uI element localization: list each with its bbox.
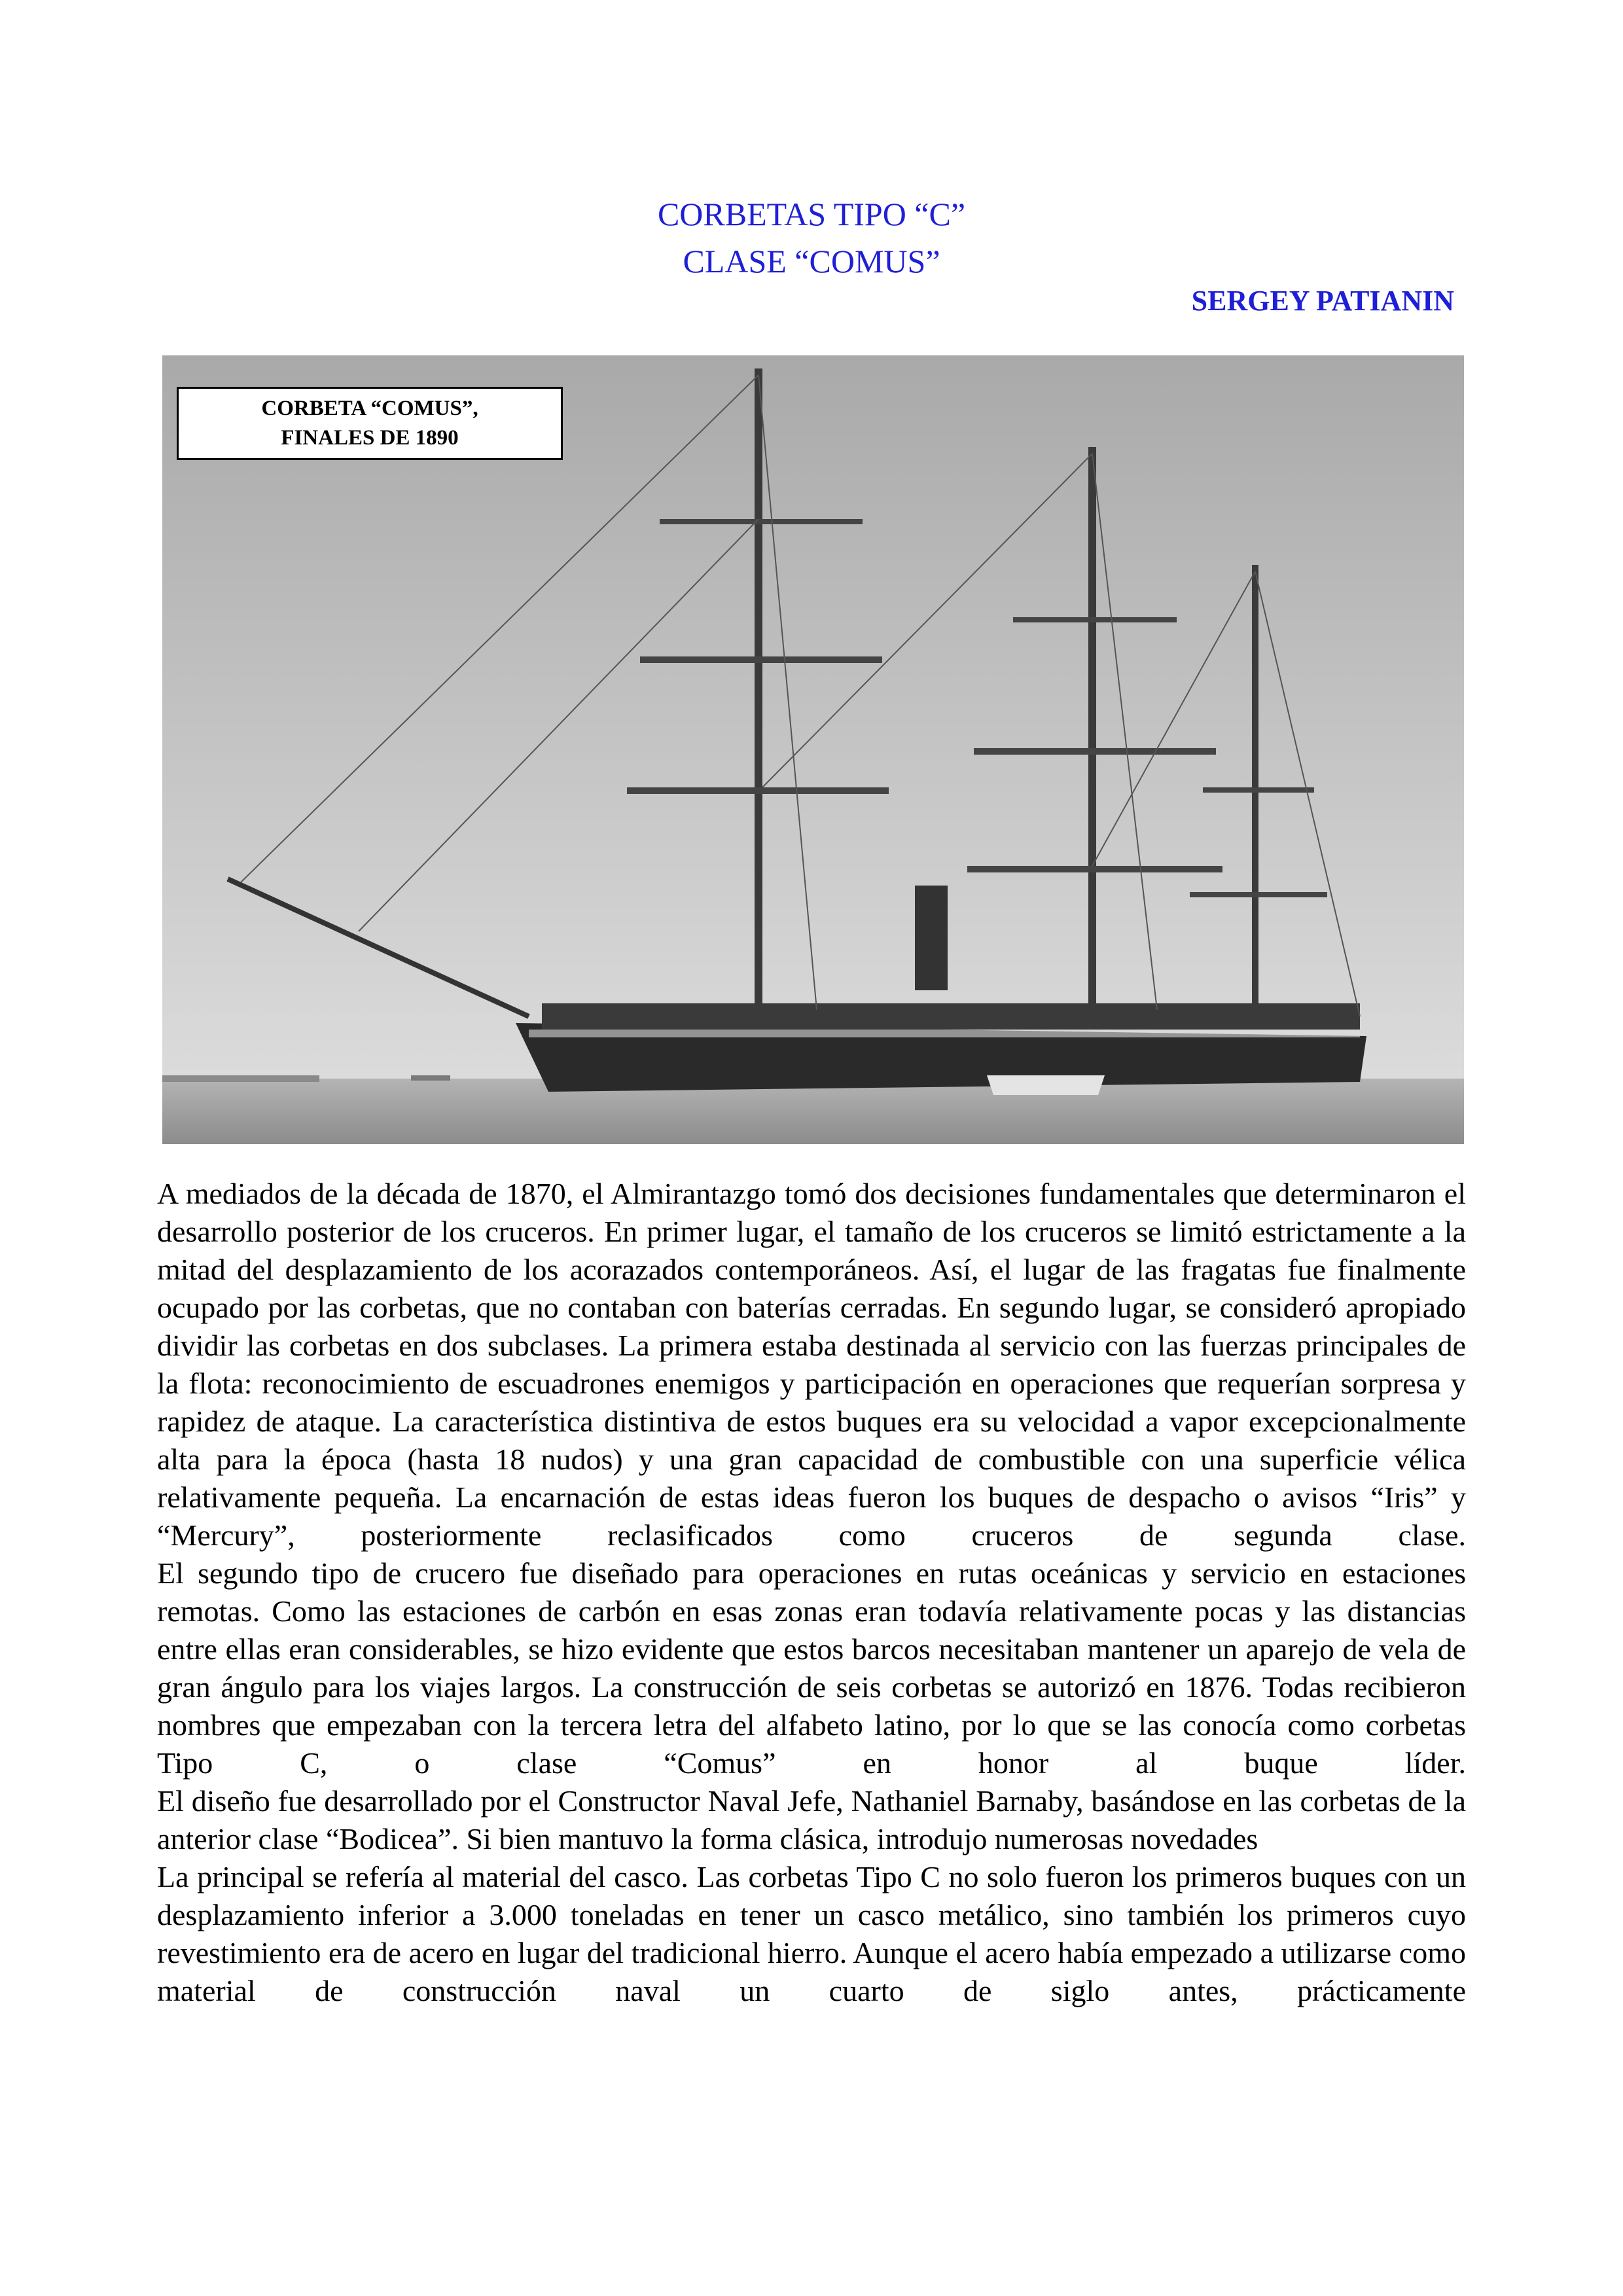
- author-name: SERGEY PATIANIN: [1191, 285, 1454, 317]
- paragraph-1: A mediados de la década de 1870, el Almirantazgo tomó dos decisiones fundamentales que determinaron el desarrollo posterior de los cruceros. En primer lugar, el tamaño de los cruceros se limitó estrictamente a la mitad del desplazamiento de los acorazados contemporáneos. Así, el lugar de las fragatas fue finalmente ocupado por las corbetas, que no contaban con baterías cerradas. En segundo lugar, se consideró apropiado dividir las corbetas en dos subclases. La primera estaba destinada al servicio con las fuerzas principales de la flota: reconocimiento de escuadrones enemigos y participación en operaciones que requerían sorpresa y rapidez de ataque. La característica distintiva de estos buques era su velocidad a vapor excepcionalmente alta para la época (hasta 18 nudos) y una gran capacidad de combustible con una superficie vélica relativamente pequeña. La encarnación de estas ideas fueron los buques de despacho o avisos “Iris” y “Mercury”, posteriormente reclasificados como cruceros de segunda clase.: [157, 1177, 1466, 1552]
- ship-illustration: [162, 355, 1464, 1144]
- paragraph-3: El diseño fue desarrollado por el Constructor Naval Jefe, Nathaniel Barnaby, basándose en las corbetas de la anterior clase “Bodicea”. Si bien mantuvo la forma clásica, introdujo numerosas novedades: [157, 1784, 1466, 1856]
- paragraph-2: El segundo tipo de crucero fue diseñado para operaciones en rutas oceánicas y servicio en estaciones remotas. Como las estaciones de carbón en esas zonas eran todavía relativamente pocas y las distancias entre ellas eran considerables, se hizo evidente que estos barcos necesitaban mantener un aparejo de vela de gran ángulo para los viajes largos. La construcción de seis corbetas se autorizó en 1876. Todas recibieron nombres que empezaban con la tercera letra del alfabeto latino, por lo que se las conocía como corbetas Tipo C, o clase “Comus” en honor al buque líder.: [157, 1556, 1466, 1780]
- article-body: [157, 1175, 1466, 2010]
- page-title: CORBETAS TIPO “C”: [657, 196, 966, 232]
- paragraph-4: La principal se refería al material del casco. Las corbetas Tipo C no solo fueron los primeros buques con un desplazamiento inferior a 3.000 toneladas en tener un casco metálico, sino también los primeros cuyo revestimiento era de acero en lugar del tradicional hierro. Aunque el acero había empezado a utilizarse como material de construcción naval un cuarto de siglo antes, prácticamente: [157, 1860, 1466, 2007]
- page-subtitle: CLASE “COMUS”: [683, 243, 940, 279]
- ship-photograph: [162, 355, 1464, 1144]
- caption-line-2: FINALES DE 1890: [281, 426, 459, 450]
- photo-caption: [177, 387, 563, 460]
- caption-line-1: CORBETA “COMUS”,: [261, 397, 478, 420]
